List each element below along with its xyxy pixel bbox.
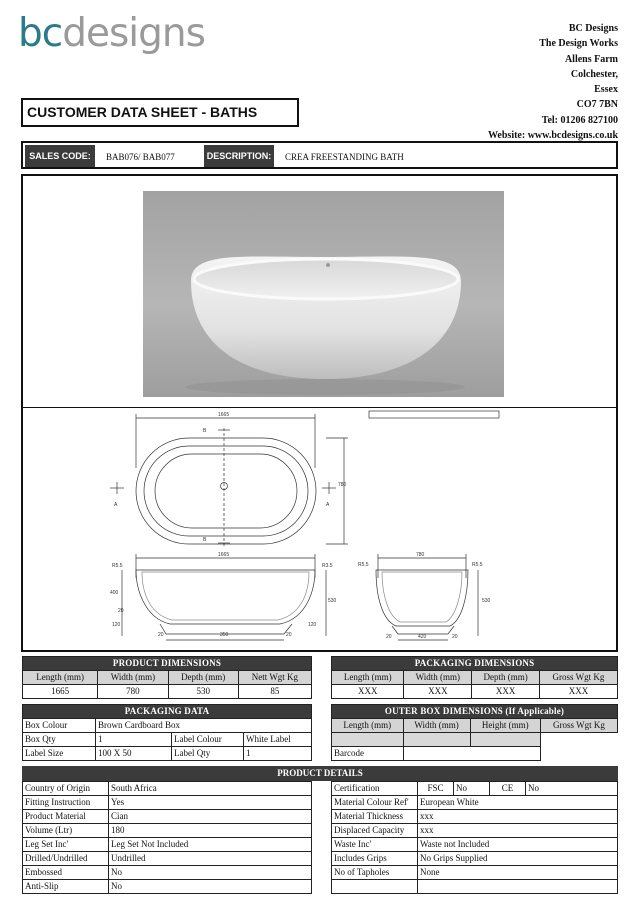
detail-label: Embossed bbox=[23, 866, 109, 880]
detail-value: South Africa bbox=[109, 782, 312, 796]
bath-illustration bbox=[143, 191, 504, 397]
label-qty-value: 1 bbox=[244, 747, 312, 761]
ob-header-width: Width (mm) bbox=[403, 719, 470, 733]
box-colour-value: Brown Cardboard Box bbox=[96, 719, 312, 733]
certification-label: Certification bbox=[332, 782, 418, 796]
side-20-bottom-right: 20 bbox=[286, 632, 292, 638]
packaging-dimensions-title: PACKAGING DIMENSIONS bbox=[332, 657, 618, 671]
side-350-label: 350 bbox=[220, 632, 229, 638]
detail-value: Undrilled bbox=[109, 852, 312, 866]
pd-depth: 530 bbox=[168, 685, 238, 699]
detail-label: Fitting Instruction bbox=[23, 796, 109, 810]
pd-weight: 85 bbox=[238, 685, 311, 699]
address-phone: Tel: 01206 827100 bbox=[541, 114, 618, 126]
pkd-weight: XXX bbox=[539, 685, 617, 699]
description-value: CREA FREESTANDING BATH bbox=[285, 152, 404, 162]
logo-part-bc: bc bbox=[18, 11, 63, 56]
sales-code-bar bbox=[21, 141, 618, 169]
detail-value: Cian bbox=[109, 810, 312, 824]
detail-value: Waste not Included bbox=[418, 838, 618, 852]
technical-drawing bbox=[100, 408, 520, 650]
end-20-left: 20 bbox=[386, 634, 392, 640]
outer-box-table bbox=[331, 704, 618, 761]
detail-label: Displaced Capacity bbox=[332, 824, 418, 838]
detail-label bbox=[332, 880, 418, 894]
description-label: DESCRIPTION: bbox=[204, 145, 274, 167]
address-line: Essex bbox=[594, 84, 618, 96]
ob-weight bbox=[540, 733, 617, 747]
detail-label: Material Colour Ref' bbox=[332, 796, 418, 810]
product-dimensions-title: PRODUCT DIMENSIONS bbox=[23, 657, 312, 671]
pkd-depth: XXX bbox=[472, 685, 540, 699]
detail-value: xxx bbox=[418, 810, 618, 824]
detail-label: Includes Grips bbox=[332, 852, 418, 866]
detail-value: Leg Set Not Included bbox=[109, 838, 312, 852]
packaging-dimensions-table bbox=[331, 656, 618, 699]
plan-section-b-top: B bbox=[203, 428, 207, 434]
detail-value: No Grips Supplied bbox=[418, 852, 618, 866]
packaging-data-table bbox=[22, 704, 312, 761]
address-website: Website: www.bcdesigns.co.uk bbox=[487, 130, 618, 142]
plan-depth-label: 780 bbox=[338, 482, 347, 488]
detail-label: Volume (Ltr) bbox=[23, 824, 109, 838]
pd-length: 1665 bbox=[23, 685, 98, 699]
address-line: Allens Farm bbox=[564, 53, 618, 65]
label-size-label: Label Size bbox=[23, 747, 96, 761]
pkd-width: XXX bbox=[404, 685, 472, 699]
ob-header-weight: Gross Wgt Kg bbox=[540, 719, 617, 733]
brand-logo bbox=[18, 11, 205, 56]
ob-header-length: Length (mm) bbox=[332, 719, 404, 733]
side-20-bottom-left: 20 bbox=[158, 632, 164, 638]
address-line: CO7 7BN bbox=[576, 99, 618, 111]
detail-value: No bbox=[109, 866, 312, 880]
company-address bbox=[488, 21, 618, 143]
detail-value: No bbox=[109, 880, 312, 894]
product-details-right-table bbox=[331, 781, 618, 894]
logo-part-designs: designs bbox=[62, 11, 205, 56]
page-title: CUSTOMER DATA SHEET - BATHS bbox=[21, 98, 299, 127]
detail-label: Country of Origin bbox=[23, 782, 109, 796]
end-radius-right: R5.5 bbox=[472, 562, 483, 568]
barcode-spacer bbox=[540, 747, 617, 761]
ce-label: CE bbox=[490, 782, 526, 796]
box-qty-label: Box Qty bbox=[23, 733, 96, 747]
detail-label: Material Thickness bbox=[332, 810, 418, 824]
end-width-label: 780 bbox=[416, 552, 425, 558]
sales-code-value: BAB076/ BAB077 bbox=[106, 152, 175, 162]
side-400-label: 400 bbox=[110, 590, 119, 596]
label-colour-label: Label Colour bbox=[172, 733, 244, 747]
detail-value: 180 bbox=[109, 824, 312, 838]
plan-section-a-right: A bbox=[326, 502, 330, 508]
pkd-length: XXX bbox=[332, 685, 404, 699]
detail-value: None bbox=[418, 866, 618, 880]
pkd-header-depth: Depth (mm) bbox=[472, 671, 540, 685]
ce-value: No bbox=[526, 782, 618, 796]
address-line: The Design Works bbox=[539, 38, 618, 50]
detail-value: European White bbox=[418, 796, 618, 810]
barcode-value bbox=[403, 747, 540, 761]
product-dimensions-table bbox=[22, 656, 312, 699]
end-height-label: 530 bbox=[482, 598, 491, 604]
bath-photo bbox=[143, 191, 504, 397]
product-details-title: PRODUCT DETAILS bbox=[22, 766, 618, 781]
plan-width-label: 1665 bbox=[218, 412, 230, 418]
ob-length bbox=[332, 733, 404, 747]
sales-code-label: SALES CODE: bbox=[25, 145, 95, 167]
detail-label: Anti-Slip bbox=[23, 880, 109, 894]
detail-value bbox=[418, 880, 618, 894]
label-qty-label: Label Qty bbox=[172, 747, 244, 761]
side-20-label: 20 bbox=[118, 608, 124, 614]
detail-label: Leg Set Inc' bbox=[23, 838, 109, 852]
ob-header-height: Height (mm) bbox=[470, 719, 540, 733]
fsc-value: No bbox=[454, 782, 490, 796]
ob-height bbox=[470, 733, 540, 747]
pkd-header-width: Width (mm) bbox=[404, 671, 472, 685]
detail-label: Product Material bbox=[23, 810, 109, 824]
box-colour-label: Box Colour bbox=[23, 719, 96, 733]
plan-section-a-left: A bbox=[114, 502, 118, 508]
pd-header-depth: Depth (mm) bbox=[168, 671, 238, 685]
label-size-value: 100 X 50 bbox=[96, 747, 172, 761]
ob-width bbox=[403, 733, 470, 747]
detail-label: No of Tapholes bbox=[332, 866, 418, 880]
side-radius-right: R3.5 bbox=[322, 563, 333, 569]
pd-header-weight: Nett Wgt Kg bbox=[238, 671, 311, 685]
plan-section-b-bottom: B bbox=[203, 537, 207, 543]
pd-header-width: Width (mm) bbox=[98, 671, 168, 685]
detail-label: Drilled/Undrilled bbox=[23, 852, 109, 866]
detail-label: Waste Inc' bbox=[332, 838, 418, 852]
pd-width: 780 bbox=[98, 685, 168, 699]
pkd-header-weight: Gross Wgt Kg bbox=[539, 671, 617, 685]
side-radius-left: R5.5 bbox=[112, 563, 123, 569]
side-120-right: 120 bbox=[308, 622, 317, 628]
side-width-label: 1665 bbox=[218, 552, 230, 558]
pd-header-length: Length (mm) bbox=[23, 671, 98, 685]
outer-box-title: OUTER BOX DIMENSIONS (If Applicable) bbox=[332, 705, 618, 719]
address-line: Colchester, bbox=[570, 68, 618, 80]
end-420-label: 420 bbox=[418, 634, 427, 640]
pkd-header-length: Length (mm) bbox=[332, 671, 404, 685]
fsc-label: FSC bbox=[418, 782, 454, 796]
product-details-left-table bbox=[22, 781, 312, 894]
end-20-right: 20 bbox=[452, 634, 458, 640]
side-height-label: 530 bbox=[328, 598, 337, 604]
label-colour-value: White Label bbox=[244, 733, 312, 747]
detail-value: Yes bbox=[109, 796, 312, 810]
side-120-left: 120 bbox=[112, 622, 121, 628]
barcode-label: Barcode bbox=[332, 747, 404, 761]
packaging-data-title: PACKAGING DATA bbox=[23, 705, 312, 719]
end-radius-left: R5.5 bbox=[358, 562, 369, 568]
address-line: BC Designs bbox=[568, 23, 618, 34]
detail-value: xxx bbox=[418, 824, 618, 838]
box-qty-value: 1 bbox=[96, 733, 172, 747]
